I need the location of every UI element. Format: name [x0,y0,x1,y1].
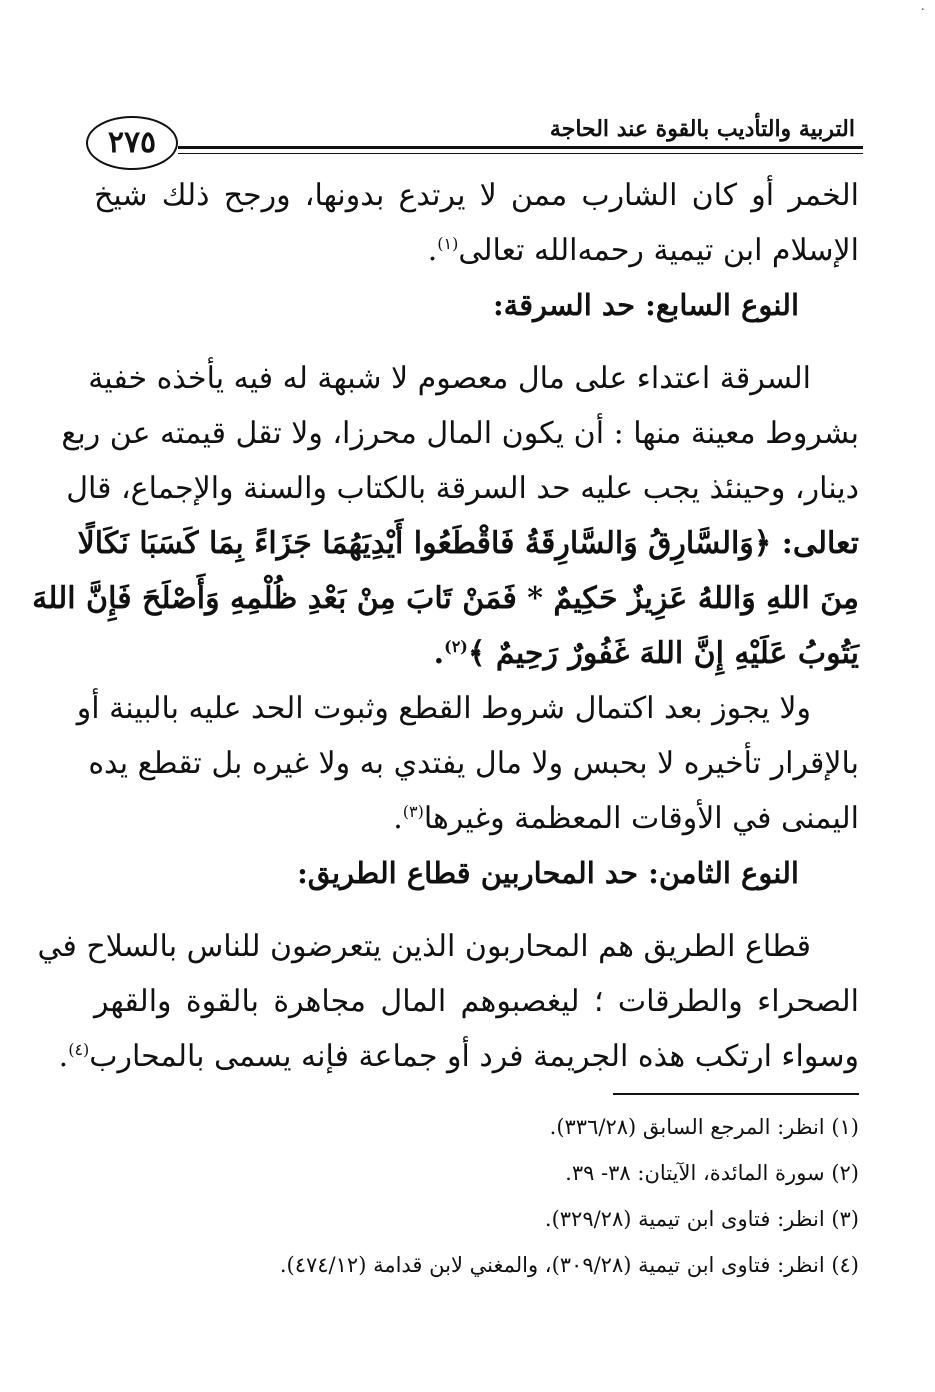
text-line: ولا يجوز بعد اكتمال شروط القطع وثبوت الحد عليه بالبينة أو [76,691,811,726]
footnote-ref: (٣) [402,802,424,821]
text-line: السرقة اعتداء على مال معصوم لا شبهة له فيه يأخذه خفية [88,361,811,396]
text-line: دينار، وحينئذ يجب عليه حد السرقة بالكتاب والسنة والإجماع، قال [66,471,859,506]
text-line: وسواء ارتكب هذه الجريمة فرد أو جماعة فإنه يسمى بالمحارب$^{(٤)}$. [58,1039,859,1074]
footnotes [94,1104,859,1288]
text-line: بالإقرار تأخيره لا بحبس ولا مال يفتدي به ولا غيره بل تقطع يده [88,746,859,781]
header-rule-thick [178,146,863,149]
footnote-ref: (٤) [68,1040,90,1059]
footnote-ref: (١) [437,234,459,253]
quran-verse-line: تعالى: ﴿وَالسَّارِقُ وَالسَّارِقَةُ فَاقْطَعُوا أَيْدِيَهُمَا جَزَاءً بِمَا كَسَبَا نَكَالًا [77,526,859,561]
text-line: اليمنى في الأوقات المعظمة وغيرها$^{(٣)}$. [393,801,859,836]
page-number: ٢٧٥ [86,116,178,170]
header-rule-thin [178,153,863,154]
text-line: الخمر أو كان الشارب ممن لا يرتدع بدونها، ورجح ذلك شيخ [94,178,859,213]
footnote-ref: (٢) [444,637,468,656]
quran-verse-line: مِنَ اللهِ وَاللهُ عَزِيزٌ حَكِيمٌ * فَمَنْ تَابَ مِنْ بَعْدِ ظُلْمِهِ وَأَصْلَحَ فَإِنَّ اللهَ [32,581,859,616]
footnote: (٢) سورة المائدة، الآيتان: ٣٨- ٣٩. [565,1161,859,1185]
running-title: التربية والتأديب بالقوة عند الحاجة [549,116,855,142]
text-line: الإسلام ابن تيمية رحمه‌الله تعالى$^{(١)}$. [427,233,859,268]
footnote: (٤) انظر: فتاوى ابن تيمية (٣٠٩/٢٨)، والمغني لابن قدامة (٤٧٤/١٢). [279,1253,859,1277]
section-heading-8: النوع الثامن: حد المحاربين قطاع الطريق: [297,856,799,890]
section-heading-7: النوع السابع: حد السرقة: [492,288,799,322]
quran-verse-line: يَتُوبُ عَلَيْهِ إِنَّ اللهَ غَفُورٌ رَحِيمٌ ﴾$^{(٢)}$. [433,636,859,671]
footnote: (١) انظر: المرجع السابق (٣٣٦/٢٨). [549,1115,859,1139]
corner-mark: · [920,2,925,18]
main-text [32,168,859,1084]
text-line: الصحراء والطرقات ؛ ليغصبوهم المال مجاهرة بالقوة والقهر [94,984,859,1019]
text-line: بشروط معينة منها : أن يكون المال محرزا، ولا تقل قيمته عن ربع [61,416,859,451]
footnote: (٣) انظر: فتاوى ابن تيمية (٣٢٩/٢٨). [544,1207,859,1231]
footnote-separator [613,1093,859,1095]
text-line: قطاع الطريق هم المحاربون الذين يتعرضون للناس بالسلاح في [37,929,811,964]
